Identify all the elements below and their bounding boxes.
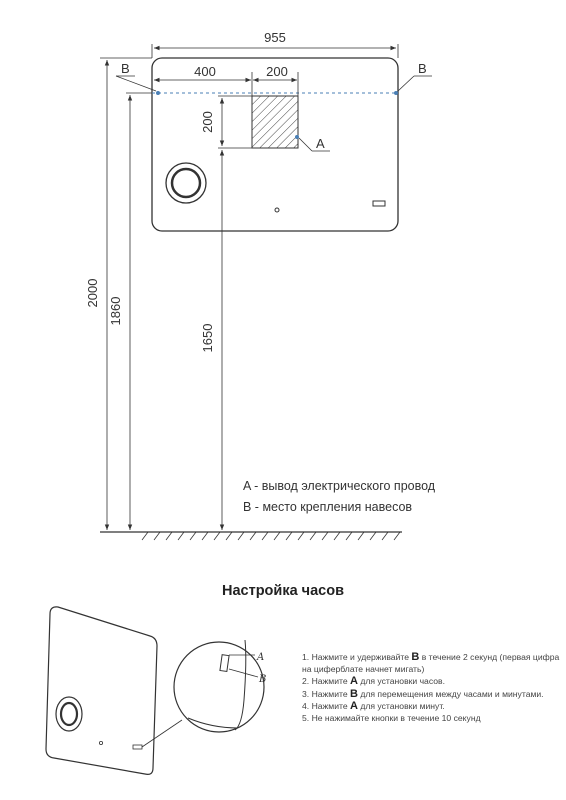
dim-200-horizontal: 200 <box>266 64 288 79</box>
dim-955: 955 <box>264 30 286 45</box>
dim-1860: 1860 <box>108 296 123 326</box>
step-text-pre: Нажмите и удерживайте <box>311 652 412 662</box>
dim-400: 400 <box>194 64 216 79</box>
mirror-switch <box>133 745 142 749</box>
step-item <box>302 700 564 712</box>
mirror-sensor-dot <box>99 741 102 744</box>
step-number: 3. <box>302 688 312 699</box>
zoom-mirror-bottom <box>188 718 238 728</box>
step-key: B <box>350 687 358 700</box>
step-text-pre: Не нажимайте кнопки в течение 10 секунд <box>311 713 481 724</box>
marker-b-left: B <box>121 61 130 76</box>
zoom-marker-a: A <box>257 652 265 663</box>
outlet-zone <box>252 96 298 148</box>
legend-a: A - вывод электрического провод <box>243 479 436 493</box>
step-text-post: для перемещения между часами и минутами. <box>357 688 544 699</box>
zoom-switch <box>220 655 229 672</box>
step-text-post: в течение 2 секунд (первая цифра на циферблате начнет мигать) <box>302 652 560 675</box>
step-text-post: для установки минут. <box>357 700 445 711</box>
zoom-circle <box>174 642 267 732</box>
sensor-dot <box>275 208 279 212</box>
marker-a: A <box>316 136 325 151</box>
zoom-marker-b: B <box>259 674 267 685</box>
mirror-clock-inner <box>61 703 77 725</box>
zoom-mirror-edge <box>235 640 246 730</box>
step-text-pre: Нажмите <box>311 676 351 687</box>
step-number: 2. <box>302 676 312 687</box>
step-text-post: для установки часов. <box>357 676 445 687</box>
dim-2000: 2000 <box>85 278 100 308</box>
outlet-point <box>295 135 299 139</box>
step-number: 1. <box>302 652 312 662</box>
step-item <box>302 651 564 675</box>
switch-button <box>373 201 385 206</box>
step-text-pre: Нажмите <box>311 700 351 711</box>
dim-200-vertical: 200 <box>200 111 215 133</box>
step-key: A <box>350 699 358 712</box>
dim-1650: 1650 <box>200 323 215 353</box>
floor-line <box>100 532 402 540</box>
marker-b-right: B <box>418 61 427 76</box>
step-text-pre: Нажмите <box>311 688 351 699</box>
legend-b: B - место крепления навесов <box>243 500 413 514</box>
clock-setup-title: Настройка часов <box>222 583 344 599</box>
step-key: B <box>411 651 420 663</box>
step-item <box>302 675 564 687</box>
clock-setup-steps <box>302 651 564 724</box>
mount-point-left <box>156 91 160 95</box>
step-number: 4. <box>302 700 312 711</box>
step-key: A <box>350 675 358 688</box>
step-number: 5. <box>302 713 312 724</box>
step-item <box>302 712 564 724</box>
step-item <box>302 688 564 700</box>
mount-point-right <box>394 91 398 95</box>
clock-inner <box>172 169 200 197</box>
